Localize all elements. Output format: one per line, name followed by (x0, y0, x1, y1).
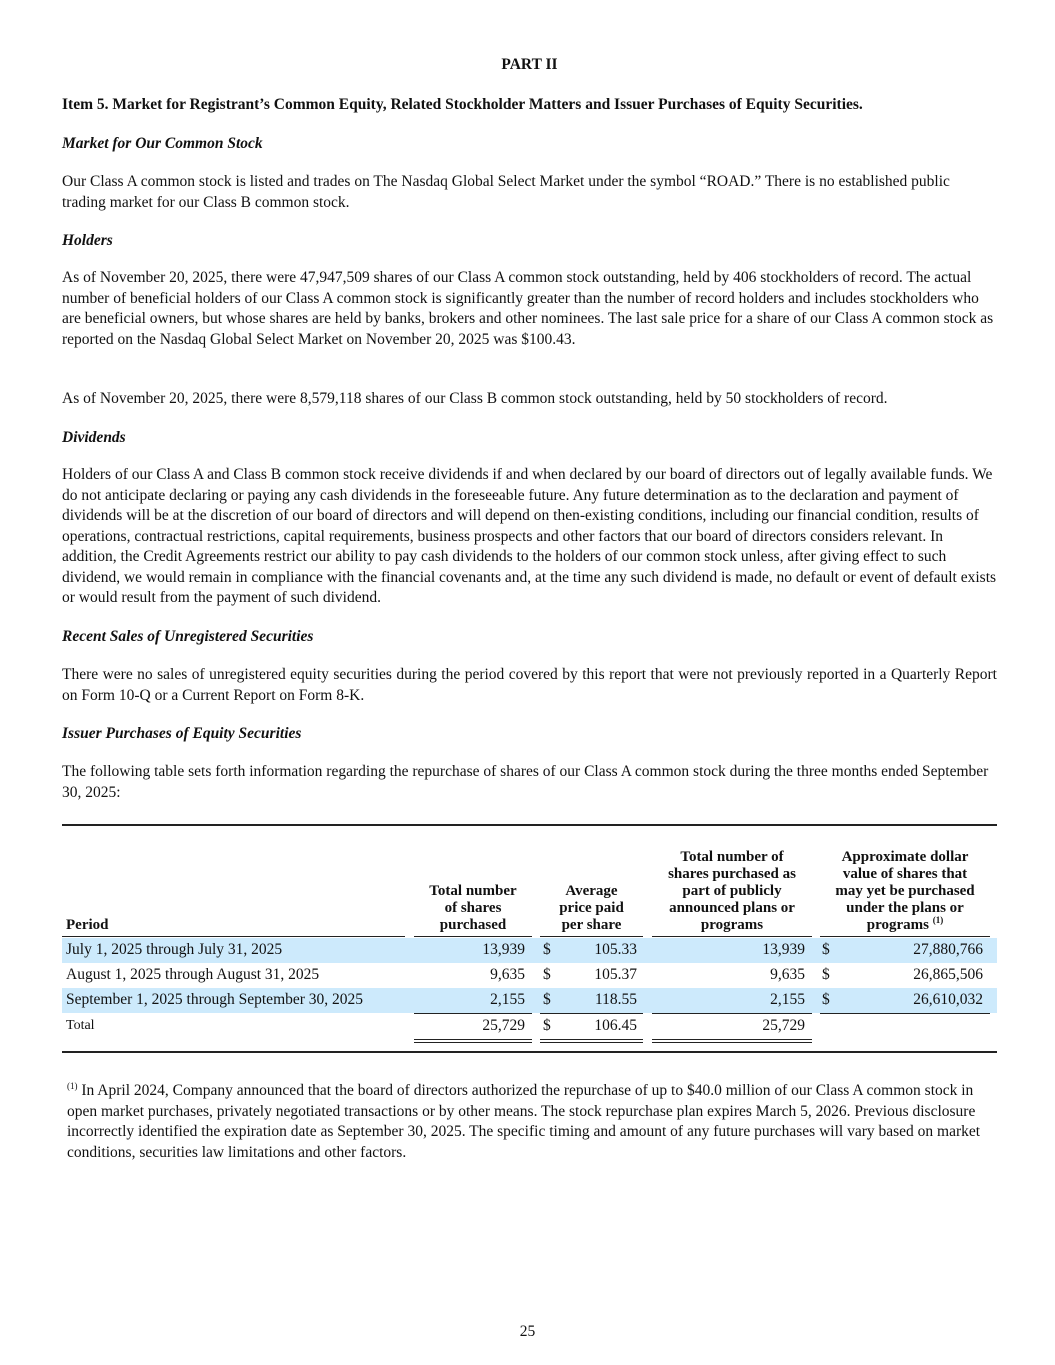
cell-avg-price: 105.37 (594, 966, 637, 983)
section-body-issuer: The following table sets forth information regarding the repurchase of shares of our Class A common stock during the three months ended September 30, 2025: (62, 763, 989, 801)
section-title-unregistered: Recent Sales of Unregistered Securities (62, 628, 314, 645)
cell-period: July 1, 2025 through July 31, 2025 (66, 941, 283, 958)
header-line: per share (561, 917, 622, 933)
section-title-holders: Holders (62, 232, 113, 249)
cell-plan-shares: 9,635 (770, 966, 805, 983)
item-heading: Item 5. Market for Registrant’s Common Equity, Related Stockholder Matters and Issuer Purchases of Equity Securities. (62, 96, 863, 113)
cell-total-shares: 13,939 (482, 941, 525, 958)
total-double-rule (652, 1039, 812, 1043)
header-period: Period (66, 917, 109, 933)
header-line: announced plans or (669, 900, 795, 916)
header-plan-shares (652, 849, 812, 934)
header-line: may yet be purchased (835, 883, 975, 899)
section-title-market: Market for Our Common Stock (62, 135, 263, 152)
cell-period: August 1, 2025 through August 31, 2025 (66, 966, 320, 983)
cell-total-label: Total (66, 1018, 95, 1033)
section-title-issuer: Issuer Purchases of Equity Securities (62, 725, 302, 742)
header-line: of shares (444, 900, 502, 916)
total-double-rule (540, 1039, 643, 1043)
header-underline (62, 936, 405, 937)
header-line: under the plans or (846, 900, 964, 916)
table-total-row (62, 1014, 997, 1039)
footnote-marker: (1) (67, 1081, 78, 1091)
cell-remaining-value: 26,865,506 (913, 966, 983, 983)
cell-plan-shares: 25,729 (762, 1017, 805, 1034)
section-title-dividends: Dividends (62, 429, 126, 446)
header-underline (820, 936, 990, 937)
cell-avg-price: 106.45 (594, 1017, 637, 1034)
footnote (67, 1081, 992, 1163)
header-line: programs (866, 917, 929, 933)
table-row (62, 988, 997, 1013)
header-line: value of shares that (842, 866, 968, 882)
total-double-rule (414, 1039, 532, 1043)
cell-period: September 1, 2025 through September 30, 2025 (66, 991, 364, 1008)
header-line: purchased (439, 917, 507, 933)
cell-avg-price: 118.55 (594, 991, 637, 1008)
header-remaining-value (820, 849, 990, 934)
cell-currency: $ (822, 941, 830, 958)
cell-total-shares: 25,729 (482, 1017, 525, 1034)
header-line: Total number (429, 883, 517, 899)
table-row (62, 963, 997, 988)
cell-plan-shares: 2,155 (770, 991, 805, 1008)
header-line: Total number of (680, 849, 784, 865)
table-bottom-rule (62, 1051, 997, 1053)
cell-currency: $ (543, 991, 551, 1008)
cell-avg-price: 105.33 (594, 941, 637, 958)
header-total-shares (414, 883, 532, 934)
cell-plan-shares: 13,939 (762, 941, 805, 958)
cell-currency: $ (543, 1017, 551, 1034)
section-body-holders-2: As of November 20, 2025, there were 8,579,118 shares of our Class B common stock outstanding, held by 50 stockholders of record. (62, 390, 888, 407)
table-top-rule (62, 824, 997, 826)
footnote-text: In April 2024, Company announced that the board of directors authorized the repurchase of up to $40.0 million of our Class A common stock in open market purchases, privately negotiated transactions or by other means. The stock repurchase plan expires March 5, 2026. Previous disclosure incorrectly identified the expiration date as September 30, 2025. The specific timing and amount of any future purchases will vary based on market conditions, securities law limitations and other factors. (67, 1082, 981, 1161)
header-line: price paid (559, 900, 624, 916)
cell-remaining-value: 27,880,766 (913, 941, 983, 958)
header-underline (652, 936, 812, 937)
header-avg-price (540, 883, 643, 934)
cell-currency: $ (543, 966, 551, 983)
header-line: Average (565, 883, 618, 899)
cell-currency: $ (822, 966, 830, 983)
header-line: shares purchased as (668, 866, 796, 882)
header-line: programs (700, 917, 764, 933)
section-body-dividends: Holders of our Class A and Class B common stock receive dividends if and when declared by our board of directors out of legally available funds. We do not anticipate declaring or paying any cash dividends in the foreseeable future. Any future determination as to the declaration and payment of dividends will be at the discretion of our board of directors and will depend on then-existing conditions, including our financial condition, results of operations, contractual restrictions, capital requirements, business prospects and other factors that our board of directors considers relevant. In addition, the Credit Agreements restrict our ability to pay cash dividends to the holders of our common stock unless, after giving effect to such dividend, we would remain in compliance with the financial covenants and, at the time any such dividend is made, no default or event of default exists or would result from the payment of such dividend. (62, 466, 997, 606)
cell-total-shares: 9,635 (490, 966, 525, 983)
table-row (62, 938, 997, 963)
header-underline (414, 936, 532, 937)
section-body-holders-1: As of November 20, 2025, there were 47,947,509 shares of our Class A common stock outstanding, held by 406 stockholders of record. The actual number of beneficial holders of our Class A common stock is significantly greater than the number of record holders and includes stockholders who are beneficial owners, but whose shares are held by banks, brokers and other nominees. The last sale price for a share of our Class A common stock as reported on the Nasdaq Global Select Market on November 20, 2025 was $100.43. (62, 269, 994, 348)
header-line: Approximate dollar (841, 849, 969, 865)
cell-currency: $ (543, 941, 551, 958)
cell-total-shares: 2,155 (490, 991, 525, 1008)
page-number: 25 (519, 1323, 536, 1340)
part-heading: PART II (501, 56, 558, 73)
cell-remaining-value: 26,610,032 (913, 991, 983, 1008)
header-underline (540, 936, 643, 937)
header-line: part of publicly (682, 883, 782, 899)
footnote-marker: (1) (932, 915, 944, 925)
cell-currency: $ (822, 991, 830, 1008)
section-body-market: Our Class A common stock is listed and trades on The Nasdaq Global Select Market under the symbol “ROAD.” There is no established public trading market for our Class B common stock. (62, 173, 950, 211)
section-body-unregistered: There were no sales of unregistered equity securities during the period covered by this report that were not previously reported in a Quarterly Report on Form 10-Q or a Current Report on Form 8-K. (62, 666, 997, 704)
